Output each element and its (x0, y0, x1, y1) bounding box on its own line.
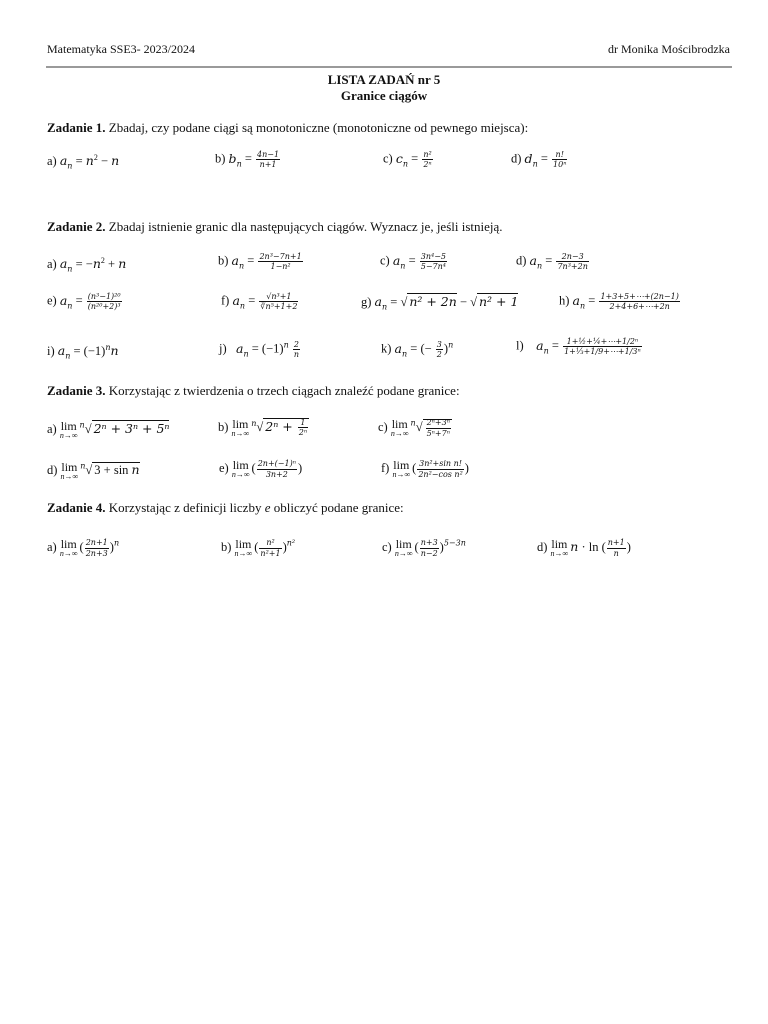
task-1-a: a) $a_n = n^2 - n$ (47, 153, 120, 171)
task-4-heading (47, 500, 404, 516)
task-1-text: Zbadaj, czy podane ciągi są monotoniczne (monotoniczne od pewnego miejsca): (108, 120, 529, 135)
task-3-text: Korzystając z twierdzenia o trzech ciągach znaleźć podane granice: (108, 383, 460, 398)
list-title: LISTA ZADAŃ nr 5 (327, 72, 441, 87)
task-4-e: e (264, 500, 271, 515)
task-3-f: f) lim n→∞ ( $\frac{\text{3n²+sin n!}}{\text{2n²−cos n²}}$ ) (381, 458, 469, 479)
task-3-a: a) lim n→∞ $^n$√ 2ⁿ + 3ⁿ + 5ⁿ (47, 419, 170, 440)
task-2-j: j) $a_n = (-1)^n$ $\frac{2}{n}$ (219, 340, 299, 360)
task-2-a: a) $a_n = -n^2 + n$ (47, 256, 127, 274)
task-3-label: Zadanie 3. (47, 383, 106, 398)
header-author: dr Monika Mościbrodzka (608, 42, 730, 56)
task-3-e: e) lim n→∞ ( $\frac{\text{2n+(−1)ⁿ}}{3n+2}$ ) (219, 458, 303, 479)
task-4-a: a) lim n→∞ ( $\frac{2n+1}{2n+3}$ )$^n$ (47, 537, 120, 558)
task-4-b: b) lim n→∞ ( $\frac{\text{n²}}{\text{n²+1}}$ )$^{n^2}$ (221, 537, 296, 558)
task-3-heading (47, 383, 460, 399)
task-2-label: Zadanie 2. (47, 219, 106, 234)
task-4-c: c) lim n→∞ ( $\frac{n+3}{n-2}$ )$^{5-3n}$ (382, 537, 466, 558)
task-2-l: l) $a_n$ = $\frac{\text{1+½+¼+⋯+1/2ⁿ}}{\text{1+⅓+1/9+⋯+1/3ⁿ}}$ (516, 337, 641, 357)
task-3-b: b) lim n→∞ $^n$√ 2ⁿ + $\frac{1}{\text{2ⁿ}}$ (218, 417, 308, 439)
task-2-c: c) $a_n$ = $\frac{\text{3n⁴−5}}{\text{5−7n⁴}}$ (380, 252, 447, 272)
task-2-i: i) $a_n = (-1)^nn$ (47, 343, 119, 361)
task-1-label: Zadanie 1. (47, 120, 106, 135)
task-3-d: d) lim n→∞ $^n$√ 3 + sin n (47, 460, 140, 481)
task-4-d: d) lim n→∞ n · ln ( $\frac{n+1}{n}$ ) (537, 537, 631, 558)
task-2-text: Zbadaj istnienie granic dla następujących ciągów. Wyznacz je, jeśli istnieją. (108, 219, 503, 234)
task-2-heading (47, 219, 503, 235)
task-2-e: e) $a_n$ = $\frac{\text{(n³−1)²⁰}}{\text{(n²⁰+2)³}}$ (47, 292, 121, 312)
task-2-g: g) $a_n$ = √ n² + 2n − √ n² + 1 (361, 294, 519, 312)
task-2-d: d) $a_n$ = $\frac{2n-3}{\text{7n³+2n}}$ (516, 252, 588, 272)
task-2-h: h) $a_n$ = $\frac{1+3+5+\cdots+(2n-1)}{2+4+6+\cdots+2n}$ (559, 292, 679, 312)
task-1-heading (47, 120, 528, 136)
task-1-d: d) $d_n$ = $\frac{n!}{\text{10ⁿ}}$ (511, 150, 567, 170)
header-course: Matematyka SSE3- 2023/2024 (47, 42, 195, 56)
header-divider (46, 66, 732, 68)
task-2-b: b) $a_n$ = $\frac{\text{2n³−7n+1}}{\text{1−n²}}$ (218, 252, 302, 272)
task-1-c: c) $c_n$ = $\frac{\text{n²}}{\text{2ⁿ}}$ (383, 150, 432, 170)
task-4-text: Korzystając z definicji liczby (108, 500, 262, 515)
list-subtitle: Granice ciągów (340, 88, 428, 103)
task-4-text-end: obliczyć podane granice: (273, 500, 404, 515)
task-2-k: k) $a_n$ = (− $\frac{3}{2}$ )$^n$ (381, 340, 454, 360)
task-3-c: c) lim n→∞ $^n$√ $\frac{\text{2ⁿ+3ⁿ}}{\text{5ⁿ+7ⁿ}}$ (378, 417, 450, 438)
task-4-label: Zadanie 4. (47, 500, 106, 515)
task-1-b: b) $b_n$ = $\frac{4n-1}{n+1}$ (215, 150, 280, 170)
task-2-f: f) $a_n$ = $\frac{\text{√n³+1}}{\text{∛n⁵+1+2}}$ (221, 292, 298, 312)
